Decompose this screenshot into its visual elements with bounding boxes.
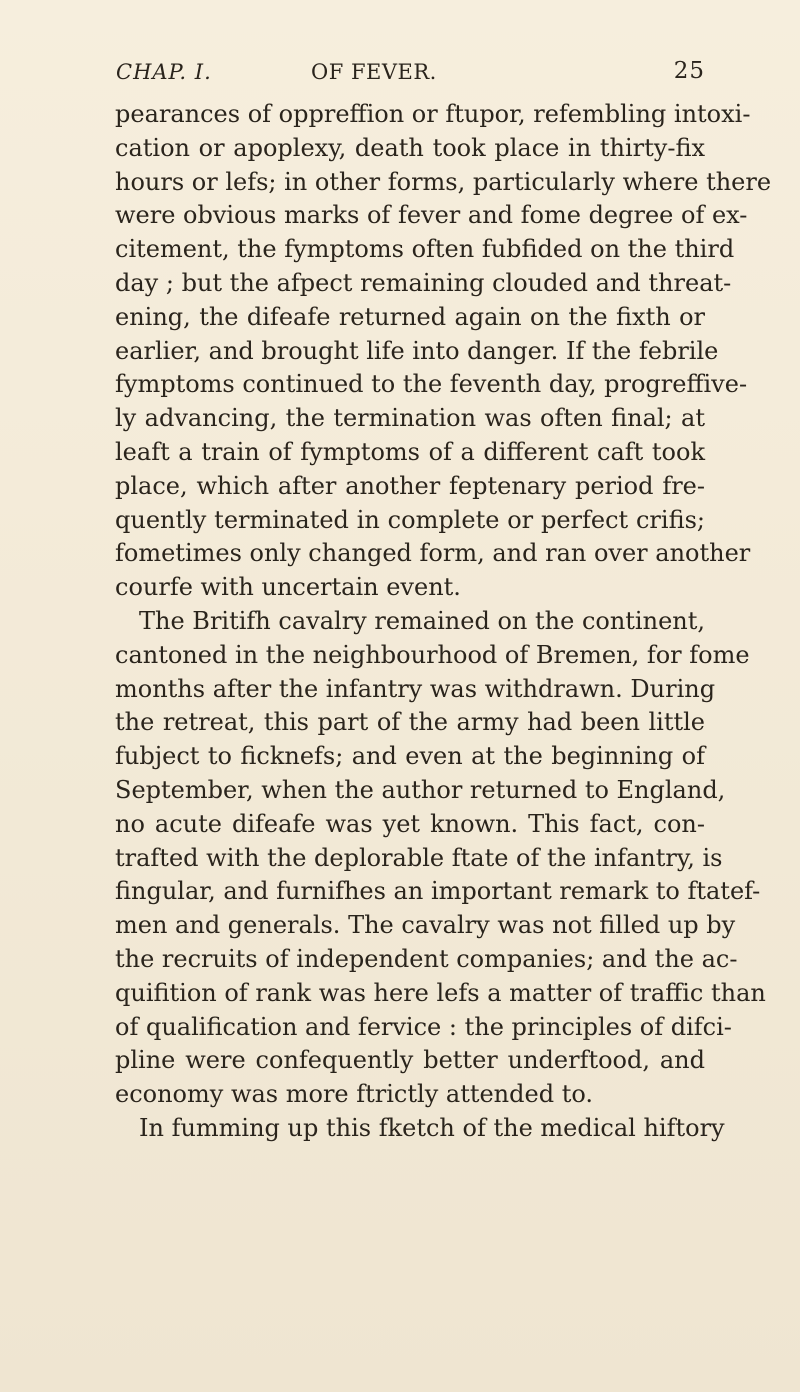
text-line: earlier, and brought life into danger. If the febrile xyxy=(115,336,719,365)
text-line: fymptoms continued to the feventh day, progreffive- xyxy=(115,370,748,399)
text-line: the recruits of independent companies; and the ac- xyxy=(115,944,738,973)
text-line: place, which after another feptenary period fre- xyxy=(115,471,705,500)
text-line: ly advancing, the termination was often final; at xyxy=(115,404,705,433)
text-line: hours or lefs; in other forms, particularly where there xyxy=(115,167,772,196)
text-line: fometimes only changed form, and ran over another xyxy=(115,539,751,568)
text-line: cantoned in the neighbourhood of Bremen, for fome xyxy=(115,640,750,669)
text-line: quifition of rank was here lefs a matter of traffic than xyxy=(115,978,766,1007)
text-line: September, when the author returned to England, xyxy=(115,775,726,804)
text-line: day ; but the afpect remaining clouded and threat- xyxy=(115,268,732,297)
running-title: OF FEVER. xyxy=(311,60,437,84)
text-line: fubject to ficknefs; and even at the beginning of xyxy=(115,742,705,771)
text-line: leaft a train of fymptoms of a different caft took xyxy=(115,437,705,466)
text-line: pearances of oppreffion or ftupor, refembling intoxi- xyxy=(115,100,751,128)
text-line: ening, the difeafe returned again on the fixth or xyxy=(115,302,705,331)
chapter-label: CHAP. I. xyxy=(116,60,212,84)
text-line: no acute difeafe was yet known. This fact, con- xyxy=(115,809,705,838)
text-line: citement, the fymptoms often fubfided on the third xyxy=(115,235,735,264)
text-line: men and generals. The cavalry was not filled up by xyxy=(115,911,736,940)
text-line: trafted with the deplorable ftate of the infantry, is xyxy=(115,843,723,872)
text-line: the retreat, this part of the army had been little xyxy=(115,708,705,737)
text-line: of qualification and fervice : the principles of difci- xyxy=(115,1012,732,1041)
paragraph-first-line: The Britifh cavalry remained on the continent, xyxy=(139,606,705,635)
page-number: 25 xyxy=(673,58,705,84)
text-line: were obvious marks of fever and fome degree of ex- xyxy=(115,201,748,230)
text-line: courfe with uncertain event. xyxy=(115,573,461,602)
text-line: cation or apoplexy, death took place in thirty-fix xyxy=(115,133,705,162)
body-text xyxy=(115,98,772,1146)
text-line: fingular, and furnifhes an important remark to ftatef- xyxy=(115,877,761,906)
text-line: economy was more ftrictly attended to. xyxy=(115,1080,593,1109)
running-header xyxy=(113,58,705,90)
text-line: months after the infantry was withdrawn. During xyxy=(115,674,716,703)
paragraph-first-line: In fumming up this fketch of the medical hiftory xyxy=(139,1113,725,1142)
text-line: quently terminated in complete or perfect crifis; xyxy=(115,505,705,534)
text-line: pline were confequently better underftood, and xyxy=(115,1046,705,1075)
